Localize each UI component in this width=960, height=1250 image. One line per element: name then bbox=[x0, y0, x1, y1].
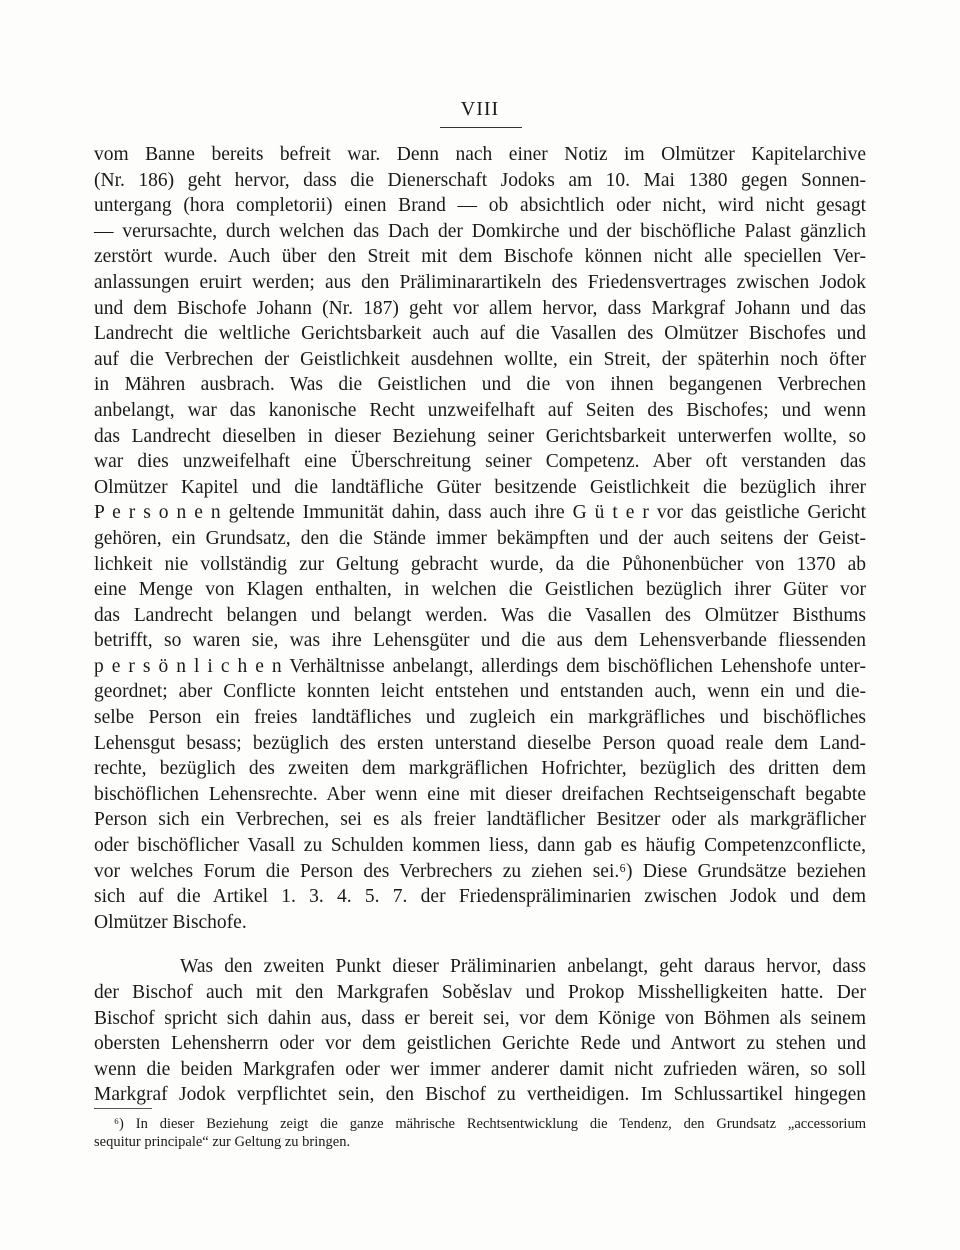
text-line: und dem Bischofe Johann (Nr. 187) geht vor allem hervor, dass Markgraf Johann und das bbox=[94, 297, 866, 319]
text-line: Lehensgut besass; bezüglich des ersten unterstand dieselbe Person quoad reale dem Land- bbox=[94, 732, 866, 754]
footnote-line: sequitur principale“ zur Geltung zu bringen. bbox=[94, 1134, 351, 1150]
text-line: der Bischof auch mit den Markgrafen Soběslav und Prokop Misshelligkeiten hatte. Der bbox=[94, 982, 866, 1003]
paragraph-2 bbox=[94, 954, 866, 1108]
text-line: das Landrecht dieselben in dieser Beziehung seiner Gerichtsbarkeit unterwerfen wollte, so bbox=[94, 425, 866, 447]
text-line: das Landrecht belangen und belangt werden. Was die Vasallen des Olmützer Bisthums bbox=[94, 604, 866, 626]
text-line: eine Menge von Klagen enthalten, in welchen die Geistlichen bezüglich ihrer Güter vor bbox=[94, 579, 866, 601]
text-line: rechte, bezüglich des zweiten dem markgräflichen Hofrichter, bezüglich des dritten dem bbox=[94, 758, 866, 780]
text-line: war dies unzweifelhaft eine Überschreitung seiner Competenz. Aber oft verstanden das bbox=[94, 451, 866, 473]
text-line: Landrecht die weltliche Gerichtsbarkeit auch auf die Vasallen des Olmützer Bischofes und bbox=[94, 323, 866, 345]
text-line: vom Banne bereits befreit war. Denn nach einer Notiz im Olmützer Kapitelarchive bbox=[94, 144, 866, 165]
text-line: obersten Lehensherrn oder vor dem geistlichen Gerichte Rede und Antwort zu stehen und bbox=[94, 1033, 866, 1055]
text-line: Person sich ein Verbrechen, sei es als freier landtäflicher Besitzer oder als markgräflicher bbox=[94, 809, 866, 831]
text-line: in Mähren ausbrach. Was die Geistlichen und die von ihnen begangenen Verbrechen bbox=[94, 374, 866, 396]
page-number: VIII bbox=[460, 98, 500, 120]
text-line: Bischof spricht sich dahin aus, dass er bereit sei, vor dem Könige von Böhmen als seinem bbox=[94, 1007, 866, 1029]
text-line: lichkeit nie vollständig zur Geltung gebracht wurde, da die Půhonenbücher von 1370 ab bbox=[94, 553, 866, 575]
text-line: P e r s o n e n geltende Immunität dahin, dass auch ihre G ü t e r vor das geistliche Gericht bbox=[94, 502, 866, 524]
text-line: untergang (hora completorii) einen Brand — ob absichtlich oder nicht, wird nicht gesagt bbox=[94, 195, 866, 217]
text-line: (Nr. 186) geht hervor, dass die Dienerschaft Jodoks am 10. Mai 1380 gegen Sonnen- bbox=[94, 169, 866, 191]
text-line: betrifft, so waren sie, was ihre Lehensgüter und die aus dem Lehensverbande fliessenden bbox=[94, 630, 866, 652]
text-line: Markgraf Jodok verpflichtet sein, den Bischof zu vertheidigen. Im Schlussartikel hingegen bbox=[94, 1084, 866, 1106]
text-line: p e r s ö n l i c h e n Verhältnisse anbelangt, allerdings dem bischöflichen Lehenshofe unter- bbox=[94, 655, 866, 677]
body-text bbox=[94, 142, 866, 1108]
text-line: vor welches Forum die Person des Verbrechers zu ziehen sei.⁶) Diese Grundsätze beziehen bbox=[94, 860, 866, 882]
text-line: anlassungen eruirt werden; aus den Präliminarartikeln des Friedensvertrages zwischen Jodok bbox=[94, 271, 866, 293]
text-line: anbelangt, war das kanonische Recht unzweifelhaft auf Seiten des Bischofes; und wenn bbox=[94, 399, 866, 421]
text-line: gehören, ein Grundsatz, den die Stände immer bekämpften und der auch seitens der Geist- bbox=[94, 527, 866, 549]
paragraph-gap bbox=[94, 935, 866, 954]
text-line: geordnet; aber Conflicte konnten leicht entstehen und entstanden auch, wenn ein und die- bbox=[94, 681, 866, 703]
text-line: Olmützer Bischofe. bbox=[94, 911, 247, 933]
footnote-rule bbox=[94, 1108, 152, 1109]
text-line: oder bischöflicher Vasall zu Schulden kommen liess, dann gab es häufig Competenzconflicte, bbox=[94, 835, 866, 857]
text-line: zerstört wurde. Auch über den Streit mit dem Bischofe können nicht alle speciellen Ver- bbox=[94, 246, 866, 268]
text-line: bischöflichen Lehensrechte. Aber wenn eine mit dieser dreifachen Rechtseigenschaft begabte bbox=[94, 783, 866, 805]
footnote-line: ⁶) In dieser Beziehung zeigt die ganze mährische Rechtsentwicklung die Tendenz, den Grundsatz „accessorium bbox=[114, 1116, 866, 1132]
text-line: wenn die beiden Markgrafen oder wer immer anderer damit nicht zufrieden wären, so soll bbox=[94, 1058, 866, 1080]
text-line: auf die Verbrechen der Geistlichkeit ausdehnen wollte, ein Streit, der späterhin noch öfter bbox=[94, 348, 866, 370]
footnote bbox=[94, 1115, 866, 1151]
text-line: Was den zweiten Punkt dieser Präliminarien anbelangt, geht daraus hervor, dass bbox=[180, 956, 866, 978]
text-line: selbe Person ein freies landtäfliches und zugleich ein markgräfliches und bischöfliches bbox=[94, 707, 866, 729]
text-line: — verursachte, durch welchen das Dach der Domkirche und der bischöfliche Palast gänzlich bbox=[94, 220, 866, 242]
header-rule bbox=[440, 127, 522, 128]
text-line: Olmützer Kapitel und die landtäfliche Güter besitzende Geistlichkeit die bezüglich ihrer bbox=[94, 476, 866, 498]
paragraph-1 bbox=[94, 142, 866, 935]
text-line: sich auf die Artikel 1. 3. 4. 5. 7. der Friedenspräliminarien zwischen Jodok und dem bbox=[94, 886, 866, 908]
